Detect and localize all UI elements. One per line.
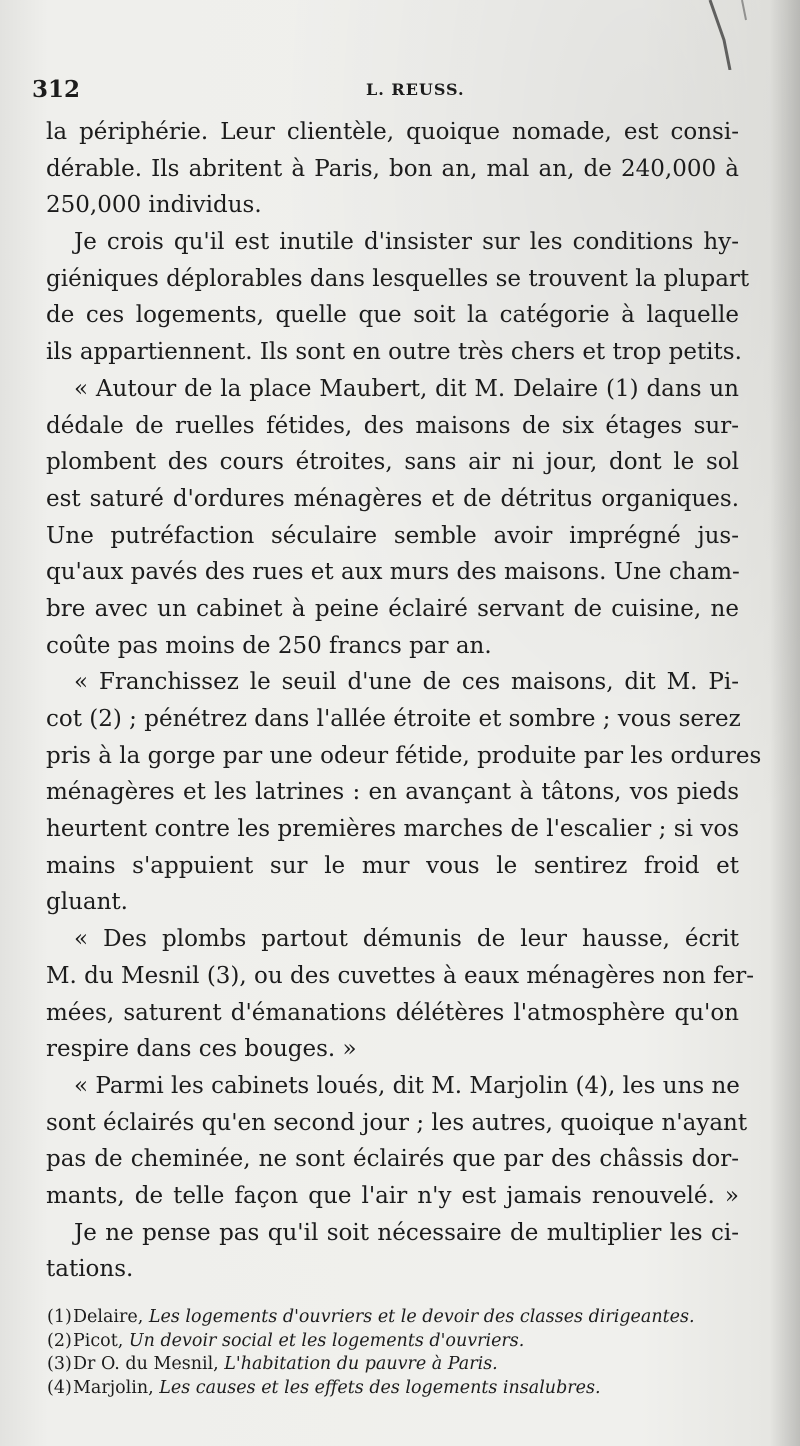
footnote-author: Dr O. du Mesnil,	[73, 1354, 225, 1374]
text-line: gluant.	[46, 889, 128, 916]
text-line: dérable. Ils abritent à Paris, bon an, mal an, de 240,000 à	[46, 155, 739, 182]
body-text	[46, 114, 762, 1288]
text-line: pas de cheminée, ne sont éclairés que par des châssis dor-	[46, 1146, 739, 1173]
text-line: « Des plombs partout démunis de leur hausse, écrit	[74, 926, 739, 953]
text-line: qu'aux pavés des rues et aux murs des maisons. Une cham-	[46, 559, 740, 586]
text-line: bre avec un cabinet à peine éclairé servant de cuisine, ne	[46, 595, 739, 622]
text-line: coûte pas moins de 250 francs par an.	[46, 632, 492, 659]
footnote	[47, 1330, 747, 1354]
text-line: Je ne pense pas qu'il soit nécessaire de multiplier les ci-	[74, 1219, 739, 1246]
text-line: mains s'appuient sur le mur vous le sentirez froid et	[46, 852, 739, 879]
text-line: M. du Mesnil (3), ou des cuvettes à eaux ménagères non fer-	[46, 962, 755, 989]
footnote-title: L'habitation du pauvre à Paris.	[224, 1354, 498, 1374]
text-line: heurtent contre les premières marches de l'escalier ; si vos	[46, 816, 739, 843]
footnote-number: (4)	[47, 1377, 72, 1398]
running-head: L. REUSS.	[366, 80, 465, 99]
footnote-number: (2)	[47, 1330, 72, 1351]
footnote-number: (3)	[47, 1354, 72, 1374]
text-line: dédale de ruelles fétides, des maisons de six étages sur-	[46, 412, 739, 439]
footnote-title: Un devoir social et les logements d'ouvriers.	[128, 1330, 525, 1351]
text-line: respire dans ces bouges. »	[46, 1036, 357, 1063]
text-line: mants, de telle façon que l'air n'y est jamais renouvelé. »	[46, 1182, 739, 1209]
text-line: « Autour de la place Maubert, dit M. Delaire (1) dans un	[74, 375, 739, 402]
footnote-title: Les causes et les effets des logements insalubres.	[159, 1377, 601, 1398]
text-line: la périphérie. Leur clientèle, quoique nomade, est consi-	[46, 119, 739, 145]
text-line: « Franchissez le seuil d'une de ces maisons, dit M. Pi-	[74, 669, 739, 696]
text-line: Je crois qu'il est inutile d'insister sur les conditions hy-	[74, 229, 739, 256]
footnote-author: Delaire,	[73, 1307, 149, 1327]
text-line: Une putréfaction séculaire semble avoir imprégné jus-	[46, 522, 739, 549]
page-edge-shadow	[770, 0, 800, 1446]
footnote-author: Picot,	[73, 1330, 129, 1351]
text-line: « Parmi les cabinets loués, dit M. Marjolin (4), les uns ne	[74, 1072, 740, 1099]
page-corner-mark	[702, 0, 772, 70]
page-header	[30, 76, 740, 106]
footnote	[47, 1306, 747, 1330]
text-line: cot (2) ; pénétrez dans l'allée étroite et sombre ; vous serez	[46, 706, 741, 732]
text-line: mées, saturent d'émanations délétères l'atmosphère qu'on	[46, 999, 739, 1026]
footnotes	[47, 1306, 747, 1400]
text-line: ménagères et les latrines : en avançant à tâtons, vos pieds	[46, 779, 739, 806]
footnote-title: Les logements d'ouvriers et le devoir des classes dirigeantes.	[148, 1307, 695, 1327]
footnote-author: Marjolin,	[73, 1377, 160, 1398]
text-line: giéniques déplorables dans lesquelles se trouvent la plupart	[46, 265, 750, 292]
text-line: est saturé d'ordures ménagères et de détritus organiques.	[46, 485, 739, 512]
text-line: tations.	[46, 1256, 134, 1283]
text-line: pris à la gorge par une odeur fétide, produite par les ordures	[46, 742, 762, 769]
footnote	[47, 1377, 747, 1401]
text-line: plombent des cours étroites, sans air ni jour, dont le sol	[46, 449, 739, 476]
text-line: de ces logements, quelle que soit la catégorie à laquelle	[46, 302, 739, 329]
footnote-number: (1)	[47, 1307, 72, 1327]
text-line: sont éclairés qu'en second jour ; les autres, quoique n'ayant	[46, 1109, 748, 1136]
text-line: 250,000 individus.	[46, 192, 262, 219]
footnote	[47, 1353, 747, 1377]
text-line: ils appartiennent. Ils sont en outre très chers et trop petits.	[46, 339, 742, 366]
page-number: 312	[32, 76, 81, 103]
